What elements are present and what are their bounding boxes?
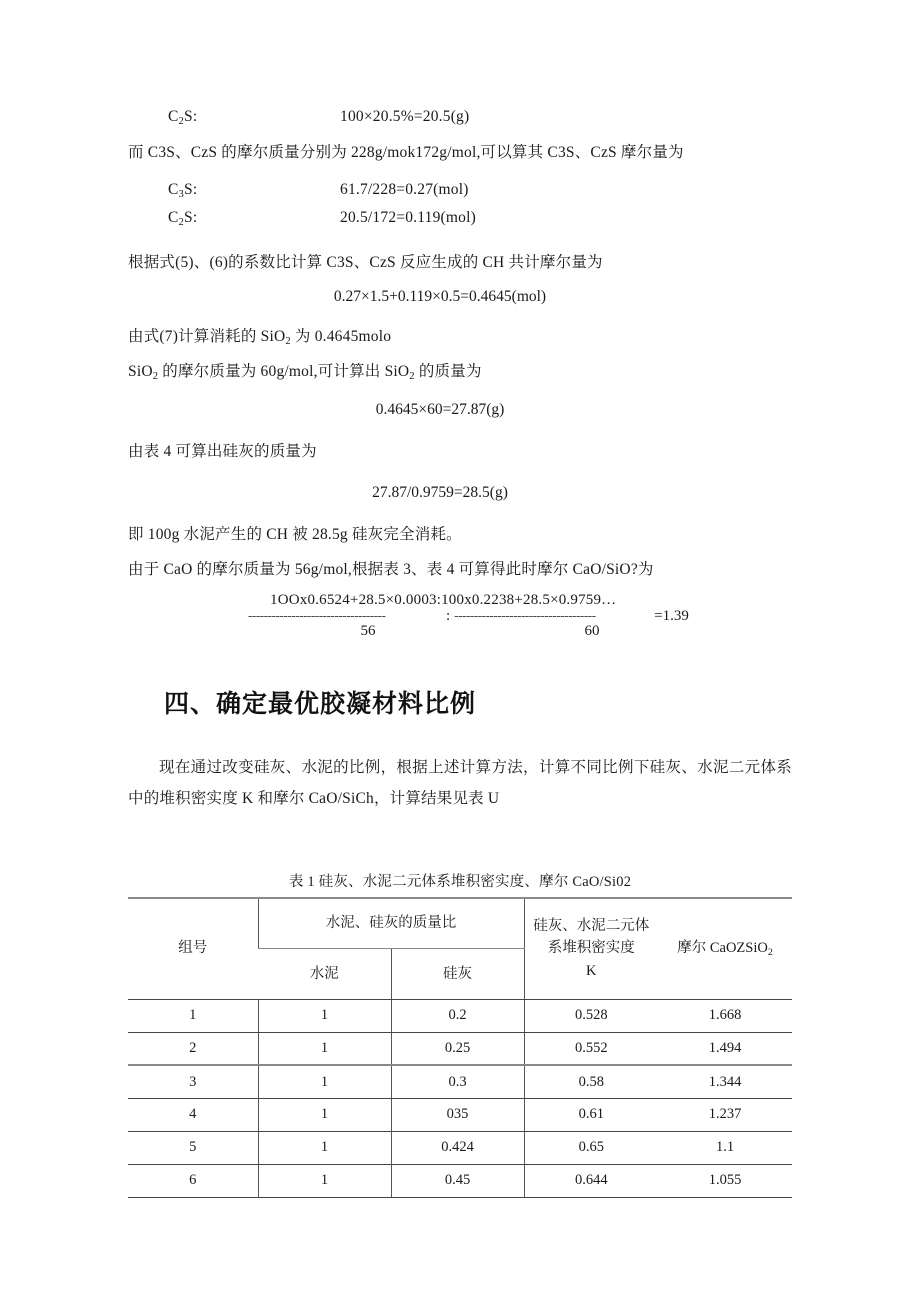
section-heading: 四、确定最优胶凝材料比例 — [164, 688, 477, 718]
cell-group-no: 2 — [128, 1032, 258, 1065]
c2s-mass-line — [128, 106, 792, 128]
cell-group-no: 3 — [128, 1065, 258, 1098]
cell-molar-ratio: 1.055 — [658, 1164, 792, 1197]
cell-silica-fume: 0.25 — [391, 1032, 524, 1065]
sio2-mass-equation: 0.4645×60=27.87(g) — [375, 401, 505, 419]
table-row — [128, 999, 792, 1032]
formula-rule-right: ------------------------------------ — [454, 609, 596, 622]
cell-packing-density: 0.58 — [524, 1065, 658, 1098]
c3s-mol-line — [128, 179, 792, 201]
table-row — [128, 1032, 792, 1065]
packing-density-table — [128, 897, 792, 1198]
silica-fume-intro-line: 由表 4 可算出硅灰的质量为 — [128, 443, 317, 461]
cao-sio2-fraction-formula — [128, 592, 792, 640]
c2s-mass-value: 100×20.5%=20.5(g) — [340, 108, 470, 125]
c2s-mass-label: $C_2S$: — [168, 108, 198, 127]
header-mass-ratio-group: 水泥、硅灰的质量比 — [258, 898, 524, 949]
formula-result: =1.39 — [654, 607, 689, 624]
sio2-molar-mass-line: SiO$_2$ 的摩尔质量为 60g/mol,可计算出 SiO$_2$ 的质量为 — [128, 362, 482, 382]
cell-molar-ratio: 1.494 — [658, 1032, 792, 1065]
cell-cement: 1 — [258, 1131, 391, 1164]
formula-numerator-left: 1OOx0.6524+28.5×0.0003: — [270, 591, 442, 608]
header-packing-density-line1: 硅灰、水泥二元体 — [533, 917, 650, 934]
cell-silica-fume: 035 — [391, 1098, 524, 1131]
cell-packing-density: 0.65 — [524, 1131, 658, 1164]
cell-cement: 1 — [258, 1098, 391, 1131]
header-packing-density — [524, 898, 658, 1000]
header-silica-fume: 硅灰 — [391, 949, 524, 999]
table-row — [128, 1164, 792, 1197]
cell-packing-density: 0.528 — [524, 999, 658, 1032]
cell-group-no: 6 — [128, 1164, 258, 1197]
formula-denominator-left: 56 — [360, 622, 376, 639]
cell-cement: 1 — [258, 999, 391, 1032]
cell-packing-density: 0.644 — [524, 1164, 658, 1197]
table-row — [128, 1065, 792, 1098]
cell-molar-ratio: 1.237 — [658, 1098, 792, 1131]
cell-cement: 1 — [258, 1065, 391, 1098]
table-row — [128, 1131, 792, 1164]
formula-numerators — [248, 592, 792, 609]
cell-silica-fume: 0.3 — [391, 1065, 524, 1098]
cell-packing-density: 0.61 — [524, 1098, 658, 1131]
molar-mass-note: 而 C3S、CzS 的摩尔质量分别为 228g/mok172g/mol,可以算其 C3S、CzS 摩尔量为 — [128, 144, 684, 162]
header-molar-ratio: 摩尔 CaOZSiO$_2$ — [658, 898, 792, 1000]
header-packing-density-line2: 系堆积密实度 — [547, 940, 635, 957]
cell-silica-fume: 0.2 — [391, 999, 524, 1032]
header-cement: 水泥 — [258, 949, 391, 999]
formula-rule-left: ----------------------------------- — [248, 609, 386, 622]
header-group-no: 组号 — [128, 898, 258, 1000]
cell-molar-ratio: 1.1 — [658, 1131, 792, 1164]
c2s-mol-line — [128, 207, 792, 229]
ch-equation: 0.27×1.5+0.119×0.5=0.4645(mol) — [333, 288, 547, 306]
consumption-note-line: 即 100g 水泥产生的 CH 被 28.5g 硅灰完全消耗。 — [128, 525, 462, 543]
cao-sio2-intro-line: 由于 CaO 的摩尔质量为 56g/mol,根据表 3、表 4 可算得此时摩尔 CaO/SiO?为 — [128, 561, 654, 579]
formula-denominators — [248, 623, 792, 640]
c2s-mol-label-2: $C_2S$: — [168, 209, 198, 229]
cell-group-no: 5 — [128, 1131, 258, 1164]
header-packing-density-line3: K — [586, 962, 597, 979]
c3s-mol-value: 61.7/228=0.27(mol) — [340, 180, 469, 198]
cell-silica-fume: 0.424 — [391, 1131, 524, 1164]
cell-molar-ratio: 1.668 — [658, 999, 792, 1032]
c3s-mol-label: $C_3S$: — [168, 180, 198, 200]
c2s-mol-value: 20.5/172=0.119(mol) — [340, 209, 476, 227]
silica-fume-equation: 27.87/0.9759=28.5(g) — [372, 483, 508, 501]
table-caption: 表 1 硅灰、水泥二元体系堆积密实度、摩尔 CaO/Si02 — [288, 873, 632, 890]
table-header-row-1 — [128, 898, 792, 949]
cell-cement: 1 — [258, 1164, 391, 1197]
formula-denominator-right: 60 — [584, 622, 600, 639]
table-row — [128, 1098, 792, 1131]
cell-group-no: 1 — [128, 999, 258, 1032]
cell-cement: 1 — [258, 1032, 391, 1065]
ch-intro-line: 根据式(5)、(6)的系数比计算 C3S、CzS 反应生成的 CH 共计摩尔量为 — [128, 253, 603, 271]
section-intro-paragraph: 现在通过改变硅灰、水泥的比例，根据上述计算方法，计算不同比例下硅灰、水泥二元体系中的堆积密实度 K 和摩尔 CaO/SiCh，计算结果见表 U — [128, 758, 792, 807]
document-body — [128, 96, 792, 1198]
cell-packing-density: 0.552 — [524, 1032, 658, 1065]
cell-molar-ratio: 1.344 — [658, 1065, 792, 1098]
sio2-consumed-line: 由式(7)计算消耗的 SiO$_2$ 为 0.4645molo — [128, 328, 392, 348]
formula-numerator-right: 100x0.2238+28.5×0.9759… — [441, 591, 617, 608]
cell-group-no: 4 — [128, 1098, 258, 1131]
cell-silica-fume: 0.45 — [391, 1164, 524, 1197]
formula-separator: : — [446, 607, 451, 624]
